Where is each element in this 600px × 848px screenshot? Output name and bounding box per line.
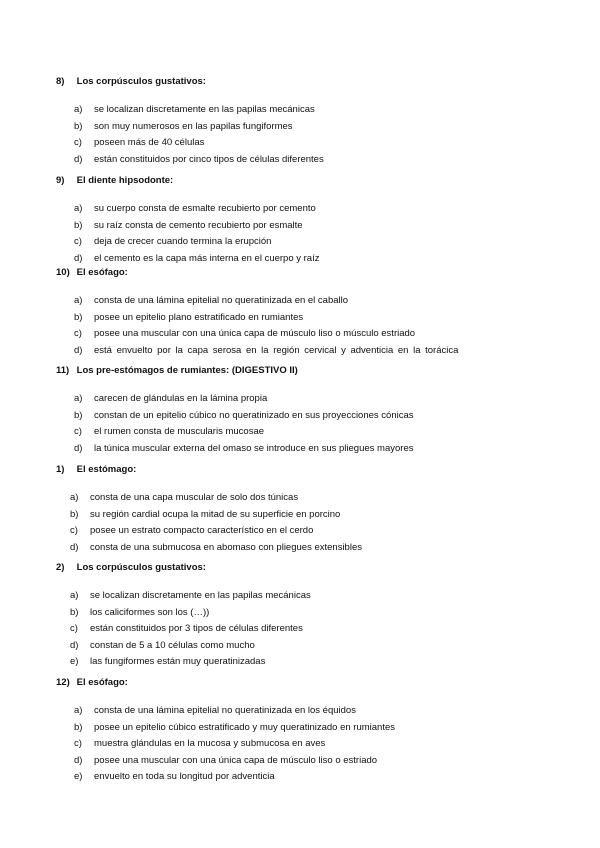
option-a — [56, 102, 560, 119]
option-text: posee un epitelio cúbico estratificado y muy queratinizado en rumiantes — [94, 721, 396, 733]
option-text: las fungiformes están muy queratinizadas — [90, 656, 266, 668]
option-list — [56, 201, 560, 267]
option-letter: b) — [70, 606, 79, 618]
question-heading — [56, 75, 560, 89]
option-b — [56, 720, 560, 737]
question-title: El esófago: — [76, 267, 128, 278]
question-heading — [56, 174, 560, 188]
option-letter: a) — [74, 203, 83, 214]
option-letter: c) — [74, 328, 82, 340]
question-number: 12) — [56, 677, 70, 688]
option-letter: c) — [74, 738, 82, 750]
option-letter: a) — [70, 492, 79, 503]
option-b — [56, 310, 560, 327]
question-title: El estómago: — [76, 464, 137, 475]
option-letter: b) — [74, 721, 83, 733]
option-letter: d) — [70, 541, 79, 553]
option-letter: d) — [74, 754, 83, 766]
option-letter: d) — [74, 442, 83, 454]
question-number: 1) — [56, 464, 65, 475]
option-d — [56, 343, 560, 360]
option-list — [56, 102, 560, 168]
option-text: se localizan discretamente en las papilas mecánicas — [94, 104, 315, 115]
option-d — [56, 753, 560, 770]
option-text: la túnica muscular externa del omaso se introduce en sus pliegues mayores — [94, 442, 414, 454]
option-b — [56, 605, 560, 622]
option-text: poseen más de 40 células — [94, 137, 205, 149]
option-letter: b) — [70, 508, 79, 520]
option-letter: a) — [74, 104, 83, 115]
option-text: el rumen consta de muscularis mucosae — [94, 426, 265, 438]
option-c — [56, 523, 560, 540]
option-text: posee una muscular con una única capa de músculo liso o músculo estriado — [94, 328, 416, 340]
option-letter: d) — [74, 252, 83, 264]
question-number: 8) — [56, 76, 65, 87]
option-d — [56, 441, 560, 458]
option-a — [56, 201, 560, 218]
option-text: su región cardial ocupa la mitad de su superficie en porcino — [90, 508, 341, 520]
question-heading — [56, 676, 560, 690]
option-d — [56, 251, 560, 268]
option-a — [56, 293, 560, 310]
option-letter: a) — [74, 705, 83, 716]
question-9 — [56, 174, 560, 267]
option-text: los caliciformes son los (…)) — [90, 606, 210, 618]
option-letter: a) — [74, 393, 83, 404]
option-text: consta de una lámina epitelial no queratinizada en el caballo — [94, 295, 349, 306]
option-d — [56, 152, 560, 169]
question-1 — [56, 463, 560, 556]
option-list — [56, 391, 560, 457]
option-a — [56, 588, 560, 605]
option-c — [56, 736, 560, 753]
option-letter: a) — [70, 590, 79, 601]
option-text: el cemento es la capa más interna en el cuerpo y raíz — [94, 252, 320, 264]
option-letter: d) — [70, 639, 79, 651]
option-letter: d) — [74, 344, 83, 356]
option-list — [56, 490, 560, 556]
option-list — [56, 703, 560, 786]
question-heading — [56, 364, 560, 378]
question-8 — [56, 75, 560, 168]
option-text: posee una muscular con una única capa de músculo liso o estriado — [94, 754, 378, 766]
option-text: están constituidos por 3 tipos de células diferentes — [90, 623, 303, 635]
question-title: Los pre-estómagos de rumiantes: (DIGESTIVO II) — [76, 365, 298, 376]
option-text: deja de crecer cuando termina la erupción — [94, 236, 272, 248]
option-text: carecen de glándulas en la lámina propia — [94, 393, 268, 404]
option-text: consta de una lámina epitelial no queratinizada en los équidos — [94, 705, 356, 716]
option-text: posee un epitelio plano estratificado en rumiantes — [94, 311, 304, 323]
option-letter: e) — [70, 656, 79, 668]
option-b — [56, 507, 560, 524]
option-list — [56, 293, 560, 359]
question-2 — [56, 561, 560, 671]
question-heading — [56, 463, 560, 477]
option-letter: e) — [74, 771, 83, 783]
option-text: se localizan discretamente en las papilas mecánicas — [90, 590, 311, 601]
question-number: 10) — [56, 267, 70, 278]
option-e — [56, 769, 560, 786]
option-text: su cuerpo consta de esmalte recubierto por cemento — [94, 203, 316, 214]
option-text: su raíz consta de cemento recubierto por esmalte — [94, 219, 303, 231]
question-number: 2) — [56, 562, 65, 573]
option-letter: b) — [74, 120, 83, 132]
question-title: Los corpúsculos gustativos: — [76, 562, 206, 573]
option-text: son muy numerosos en las papilas fungiformes — [94, 120, 293, 132]
question-title: El diente hipsodonte: — [76, 175, 174, 186]
option-b — [56, 119, 560, 136]
option-a — [56, 703, 560, 720]
option-text: están constituidos por cinco tipos de células diferentes — [94, 153, 324, 165]
option-letter: c) — [74, 236, 82, 248]
option-letter: c) — [70, 525, 78, 537]
option-a — [56, 391, 560, 408]
option-letter: b) — [74, 311, 83, 323]
option-letter: c) — [74, 137, 82, 149]
question-heading — [56, 266, 560, 280]
question-title: Los corpúsculos gustativos: — [76, 76, 206, 87]
option-c — [56, 326, 560, 343]
option-d — [56, 638, 560, 655]
question-heading — [56, 561, 560, 575]
question-number: 11) — [56, 365, 70, 376]
option-a — [56, 490, 560, 507]
option-b — [56, 218, 560, 235]
option-text: constan de 5 a 10 células como mucho — [90, 639, 255, 651]
option-text: posee un estrato compacto característico en el cerdo — [90, 525, 314, 537]
option-letter: b) — [74, 219, 83, 231]
option-letter: c) — [70, 623, 78, 635]
option-c — [56, 621, 560, 638]
option-text: consta de una submucosa en abomaso con pliegues extensibles — [90, 541, 362, 553]
option-text: constan de un epitelio cúbico no queratinizado en sus proyecciones cónicas — [94, 409, 414, 421]
question-title: El esófago: — [76, 677, 128, 688]
option-list — [56, 588, 560, 671]
option-b — [56, 408, 560, 425]
option-text: consta de una capa muscular de solo dos túnicas — [90, 492, 299, 503]
option-letter: a) — [74, 295, 83, 306]
option-c — [56, 135, 560, 152]
option-letter: b) — [74, 409, 83, 421]
option-d — [56, 540, 560, 557]
option-c — [56, 424, 560, 441]
option-text: envuelto en toda su longitud por adventicia — [94, 771, 275, 783]
question-10 — [56, 266, 560, 359]
option-letter: c) — [74, 426, 82, 438]
option-letter: d) — [74, 153, 83, 165]
option-c — [56, 234, 560, 251]
option-e — [56, 654, 560, 671]
question-number: 9) — [56, 175, 65, 186]
option-text: está envuelto por la capa serosa en la región cervical y adventicia en la torácica — [94, 344, 459, 356]
question-11 — [56, 364, 560, 457]
option-text: muestra glándulas en la mucosa y submucosa en aves — [94, 738, 326, 750]
question-12 — [56, 676, 560, 786]
